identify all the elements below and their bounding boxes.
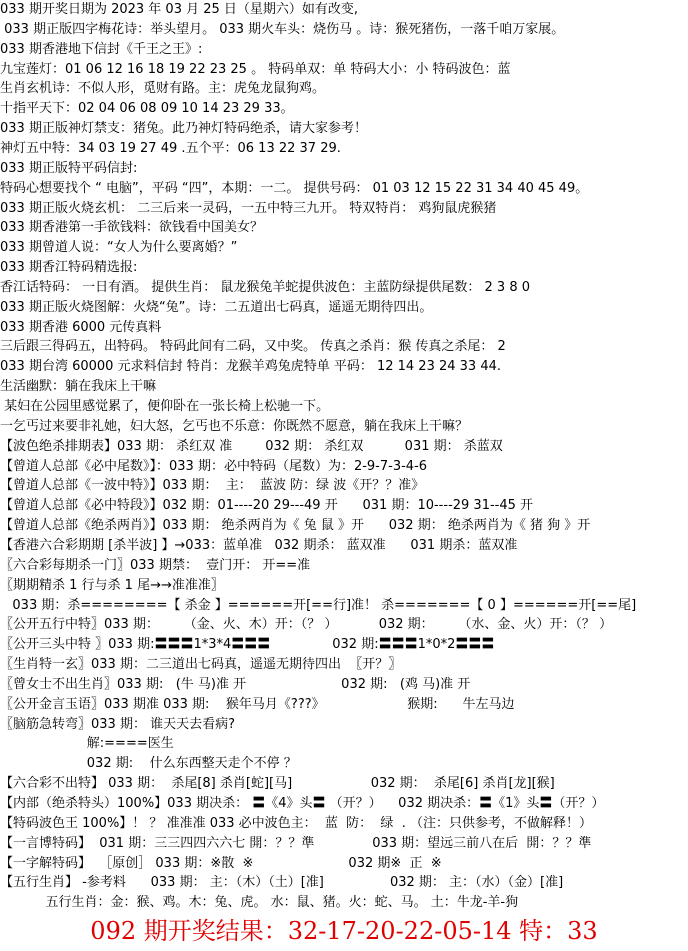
text-line xyxy=(0,496,688,516)
text-line xyxy=(0,337,688,357)
text-line-content: 【内部（绝杀特头）100%】033 期决杀： 〓《4》头〓 （开？） 032 期决杀：〓《1》头〓（开？） xyxy=(0,796,605,811)
text-line xyxy=(0,556,688,576)
text-line xyxy=(0,715,688,735)
text-line xyxy=(0,794,688,814)
text-line-content: 〖六合彩每期杀一门〗033 期禁： 壹门开： 开==准 xyxy=(0,557,311,573)
text-line xyxy=(0,377,688,397)
text-line xyxy=(0,179,688,199)
text-line xyxy=(0,576,688,596)
text-line xyxy=(0,437,688,457)
text-line-content: 〖公开金言玉语〗033 期准 033 期: 猴年马月《???》 猴期: 牛左马边 xyxy=(0,696,515,712)
text-line xyxy=(0,79,688,99)
text-line-content: 033 期开奖日期为 2023 年 03 月 25 日（星期六）如有改变, xyxy=(0,2,359,17)
text-line-content: 一乞丐过来要非礼她，妇大怒，乞丐也不乐意：你既然不愿意，躺在我床上干嘛？ xyxy=(0,418,469,434)
text-line-content: 【曾道人总部《必中特段》】032 期：01----20 29---49 开 031 期：10----29 31--45 开 xyxy=(0,498,534,514)
text-line xyxy=(0,774,688,794)
text-line-content: 九宝莲灯：01 06 12 16 18 19 22 23 25 。 特码单双：单 特码大小：小 特码波色：蓝 xyxy=(0,61,511,77)
text-line xyxy=(0,99,688,119)
text-line xyxy=(0,119,688,139)
text-line-content: 〖生肖特一玄〗033 期：二三道出七码真，遥遥无期待四出 〖开？〗 xyxy=(0,657,402,673)
text-line xyxy=(0,695,688,715)
text-line-content: 生肖玄机诗：不似人形，觅财有路。主：虎兔龙鼠狗鸡。 xyxy=(0,81,326,97)
text-line-content: 033 期正版火烧图解：火烧“兔”。诗：二五道出七码真，遥遥无期待四出。 xyxy=(0,299,433,315)
text-line xyxy=(0,60,688,80)
text-line xyxy=(0,754,688,774)
text-line-content: 香江话特码： 一日有酒。 提供生肖： 鼠龙猴兔羊蛇提供波色：主蓝防绿提供尾数： 2 3 8 0 xyxy=(0,279,531,295)
text-line xyxy=(0,596,688,616)
text-line-content: 生活幽默：躺在我床上干嘛 xyxy=(0,379,157,395)
text-line-content: 解:====医生 xyxy=(0,736,174,752)
text-line-content: 某妇在公园里感觉累了，便仰卧在一张长椅上松驰一下。 xyxy=(0,399,330,414)
text-line xyxy=(0,40,688,60)
text-line xyxy=(0,238,688,258)
text-line-content: 033 期香江特码精选报: xyxy=(0,260,138,276)
text-line-content: 033 期：杀========【 杀金 】======开[==行]准！ 杀=======【 0 】======开[==尾] xyxy=(0,597,637,613)
text-line xyxy=(0,457,688,477)
text-line xyxy=(0,655,688,675)
text-line-content: 〖公开五行中特〗033 期： （金、火、木）开：（？ ） 032 期： （水、金、火）开：（？ ） xyxy=(0,617,613,633)
text-line xyxy=(0,258,688,278)
text-line-content: 【五行生肖】 -参考料 033 期： 主：（木）（土）[准] 032 期： 主：（水）（金）[准] xyxy=(0,875,564,891)
text-line-content: 033 期正版特平码信封: xyxy=(0,160,138,176)
text-line-content: 〖公开三头中特 〗033 期:〓〓〓1*3*4〓〓〓 032 期:〓〓〓1*0*2〓〓〓 xyxy=(0,637,495,653)
text-line xyxy=(0,218,688,238)
text-line xyxy=(0,476,688,496)
text-line xyxy=(0,199,688,219)
text-line-content: 【曾道人总部《一波中特》】033 期： 主： 蓝波 防：绿 波《开？？准》 xyxy=(0,478,425,494)
text-line xyxy=(0,298,688,318)
text-line-content: 033 期正版四字梅花诗：举头望月。 033 期火车头：烧伤马 。诗：猴死猪伤，一落千咱万家展。 xyxy=(0,21,565,37)
text-line xyxy=(0,397,688,417)
text-line xyxy=(0,536,688,556)
draw-result-banner: 092 期开奖结果：32-17-20-22-05-14 特：33 xyxy=(90,917,598,945)
text-line-content: 〖曾女士不出生肖〗033 期: (牛 马)准 开 032 期: (鸡 马)准 开 xyxy=(0,676,471,692)
text-line xyxy=(0,139,688,159)
text-line xyxy=(0,675,688,695)
text-line-content: 033 期曾道人说：“女人为什么要离婚？” xyxy=(0,240,238,256)
text-line xyxy=(0,873,688,893)
text-line xyxy=(0,834,688,854)
text-line-content: 五行生肖：金：猴、鸡。木：兔、虎。 水：鼠、猪。火：蛇、马。 土：牛龙-羊-狗 xyxy=(0,895,519,911)
text-line-content: 033 期香港地下信封《千王之王》: xyxy=(0,41,203,57)
text-line xyxy=(0,159,688,179)
text-line-content: 033 期正版神灯禁支：猪兔。此乃神灯特码绝杀，请大家参考！ xyxy=(0,121,367,137)
text-line xyxy=(0,516,688,536)
text-line-content: 〖脑筋急转弯〗033 期： 谁天天去看病? xyxy=(0,716,235,732)
text-line xyxy=(0,20,688,40)
text-line-content: 十指平天下：02 04 06 08 09 10 14 23 29 33。 xyxy=(0,101,294,117)
text-line xyxy=(0,417,688,437)
text-line-content: 032 期: 什么东西整天走个不停 ？ xyxy=(0,756,297,772)
text-line-content: 【一字解特码】 ［原创］ 033 期：※散 ※ 032 期※ 正 ※ xyxy=(0,855,442,871)
text-line-content: 神灯五中特：34 03 19 27 49 .五个平：06 13 22 37 29. xyxy=(0,140,341,156)
text-line-content: 033 期香港第一手欲钱料：欲钱看中国美女？ xyxy=(0,220,263,236)
text-line-content: 033 期台湾 60000 元求料信封 特肖：龙猴羊鸡兔虎特单 平码： 12 14 23 24 33 44. xyxy=(0,359,502,375)
text-line xyxy=(0,734,688,754)
text-line xyxy=(0,854,688,874)
text-line xyxy=(0,893,688,913)
text-line xyxy=(0,357,688,377)
text-line xyxy=(0,318,688,338)
text-line xyxy=(0,0,688,20)
text-line xyxy=(0,278,688,298)
text-line-content: 特码心想要找个 “ 电脑”，平码 “四”，本期：一二。 提供号码： 01 03 12 15 22 31 34 40 45 49。 xyxy=(0,180,589,196)
text-line-content: 【波色绝杀排期表】033 期： 杀红双 准 032 期： 杀红双 031 期： 杀蓝双 xyxy=(0,438,503,454)
text-line-content: 033 期正版火烧玄机： 二三后来一灵码，一五中特三九开。 特双特肖： 鸡狗鼠虎猴猪 xyxy=(0,200,497,216)
text-line-content: 【六合彩不出特】 033 期： 杀尾[8] 杀肖[蛇][马] 032 期： 杀尾[6] 杀肖[龙][猴] xyxy=(0,776,555,792)
text-line xyxy=(0,814,688,834)
text-line-content: 【一言博特码】 031 期：三三四四六六七 開：？？準 033 期：望远三前八在后 開：？？準 xyxy=(0,835,592,851)
text-line xyxy=(0,635,688,655)
text-line-content: 【特码波色王 100%】！ ？ 准准准 033 必中波色主： 蓝 防： 绿 . （注：只供参考，不做解释！） xyxy=(0,815,592,831)
text-line xyxy=(0,615,688,635)
text-line-content: 〖期期精杀 1 行与杀 1 尾→→准准准〗 xyxy=(0,577,224,593)
text-line-content: 【曾道人总部《绝杀两肖》】033 期： 绝杀两肖为《 兔 鼠 》开 032 期： 绝杀两肖为《 猪 狗 》开 xyxy=(0,518,591,534)
text-line-content: 三后跟三得码五，出特码。 特码此间有二码，又中奖。 传真之杀肖：猴 传真之杀尾： 2 xyxy=(0,339,506,355)
text-line-content: 【香港六合彩期期 [杀半波] 】→033：蓝单准 032 期杀： 蓝双准 031 期杀：蓝双准 xyxy=(0,537,518,553)
text-line-content: 【曾道人总部《必中尾数》】：033 期：必中特码（尾数）为：2-9-7-3-4-6 xyxy=(0,458,428,474)
text-line-content: 033 期香港 6000 元传真料 xyxy=(0,319,162,335)
